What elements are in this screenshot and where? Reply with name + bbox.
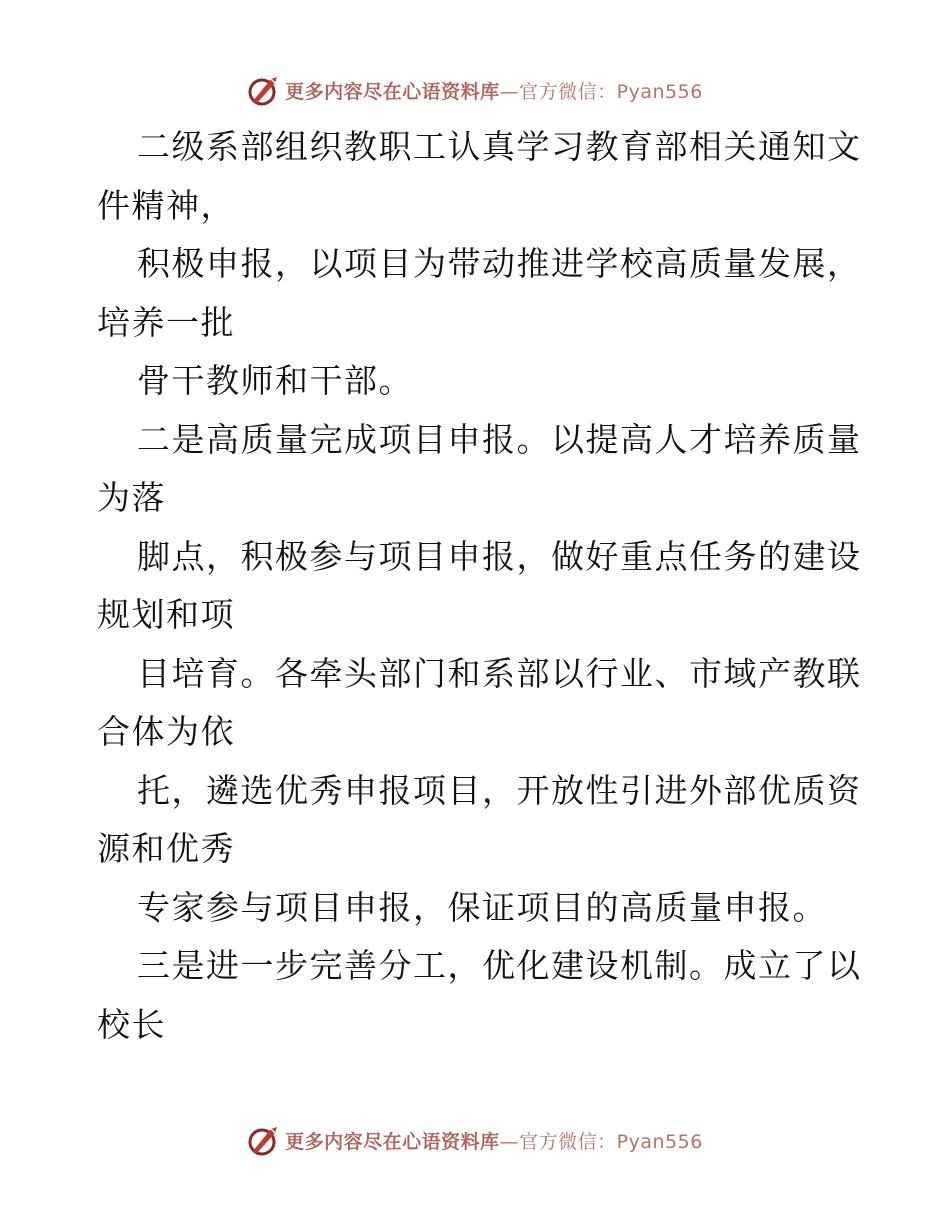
- text-line: 三是进一步完善分工，优化建设机制。成立了以: [137, 946, 862, 985]
- footer-watermark-banner: [0, 1120, 950, 1160]
- text-line: 合体为依: [97, 712, 235, 751]
- text-line: 专家参与项目申报，保证项目的高质量申报。: [137, 887, 827, 927]
- text-line: 为落: [97, 478, 166, 517]
- text-line: 脚点，积极参与项目申报，做好重点任务的建设: [137, 536, 862, 576]
- pen-nib-circle-icon: [247, 1123, 281, 1157]
- text-line: 目培育。各牵头部门和系部以行业、市域产教联: [137, 653, 862, 693]
- footer-site-text: 更多内容尽在心语资料库: [285, 1130, 500, 1153]
- header-watermark-text: [285, 77, 703, 104]
- text-line: 培养一批: [97, 302, 235, 342]
- text-line: 骨干教师和干部。: [137, 361, 413, 400]
- text-line: 二是高质量完成项目申报。以提高人才培养质量: [137, 419, 862, 459]
- header-site-text: 更多内容尽在心语资料库: [285, 80, 500, 103]
- text-line: 校长: [97, 1004, 166, 1044]
- text-line: 托，遴选优秀申报项目，开放性引进外部优质资: [137, 770, 862, 810]
- pen-nib-circle-icon: [247, 73, 281, 107]
- text-line: 二级系部组织教职工认真学习教育部相关通知文: [137, 127, 862, 166]
- header-contact-text: —官方微信：Pyan556: [499, 80, 703, 103]
- footer-watermark-text: [285, 1127, 703, 1154]
- footer-contact-text: —官方微信：Pyan556: [499, 1130, 703, 1153]
- text-line: 积极申报，以项目为带动推进学校高质量发展，: [137, 244, 862, 283]
- document-body: [97, 118, 862, 1054]
- header-watermark-banner: [0, 70, 950, 110]
- text-line: 源和优秀: [97, 829, 235, 868]
- text-line: 规划和项: [97, 595, 235, 634]
- text-line: 件精神，: [97, 185, 235, 225]
